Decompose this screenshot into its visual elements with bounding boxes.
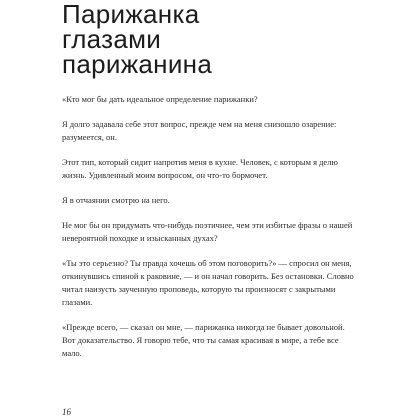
body-text	[62, 93, 358, 372]
chapter-title-line: парижанина	[62, 49, 213, 79]
paragraph: Этот тип, который сидит напротив меня в кухне. Человек, с которым я делю жизнь. Удивленный моим вопросом, он что-то бормочет.	[62, 157, 338, 180]
paragraph: «Кто мог бы дать идеальное определение парижанки?	[62, 94, 258, 104]
page-number: 16	[62, 407, 71, 417]
chapter-title-line: глазами	[62, 24, 162, 54]
chapter-title-line: Парижанка	[62, 0, 200, 29]
paragraph: Не мог бы он придумать что-нибудь поэтичнее, чем эти избитые фразы о нашей невероятной походке и изысканных духах?	[62, 220, 353, 243]
chapter-title	[62, 2, 212, 77]
paragraph: Я в отчаянии смотрю на него.	[62, 195, 170, 205]
paragraph: «Прежде всего, — сказал он мне, — парижанка никогда не бывает довольной. Вот доказательство. Я говорю тебе, что ты самая красивая в мире, а тебе все мало.	[62, 322, 345, 358]
paragraph: Я долго задавала себе этот вопрос, прежде чем на меня снизошло озарение: разумеется, он.	[62, 119, 337, 142]
paragraph: «Ты это серьезно? Ты правда хочешь об этом поговорить?» — спросил он меня, откинувшись спиной к раковине, — и он начал говорить. Без остановки. Словно читал наизусть заученную проповедь, которую ты произносят с закрытыми глазами.	[62, 258, 354, 307]
